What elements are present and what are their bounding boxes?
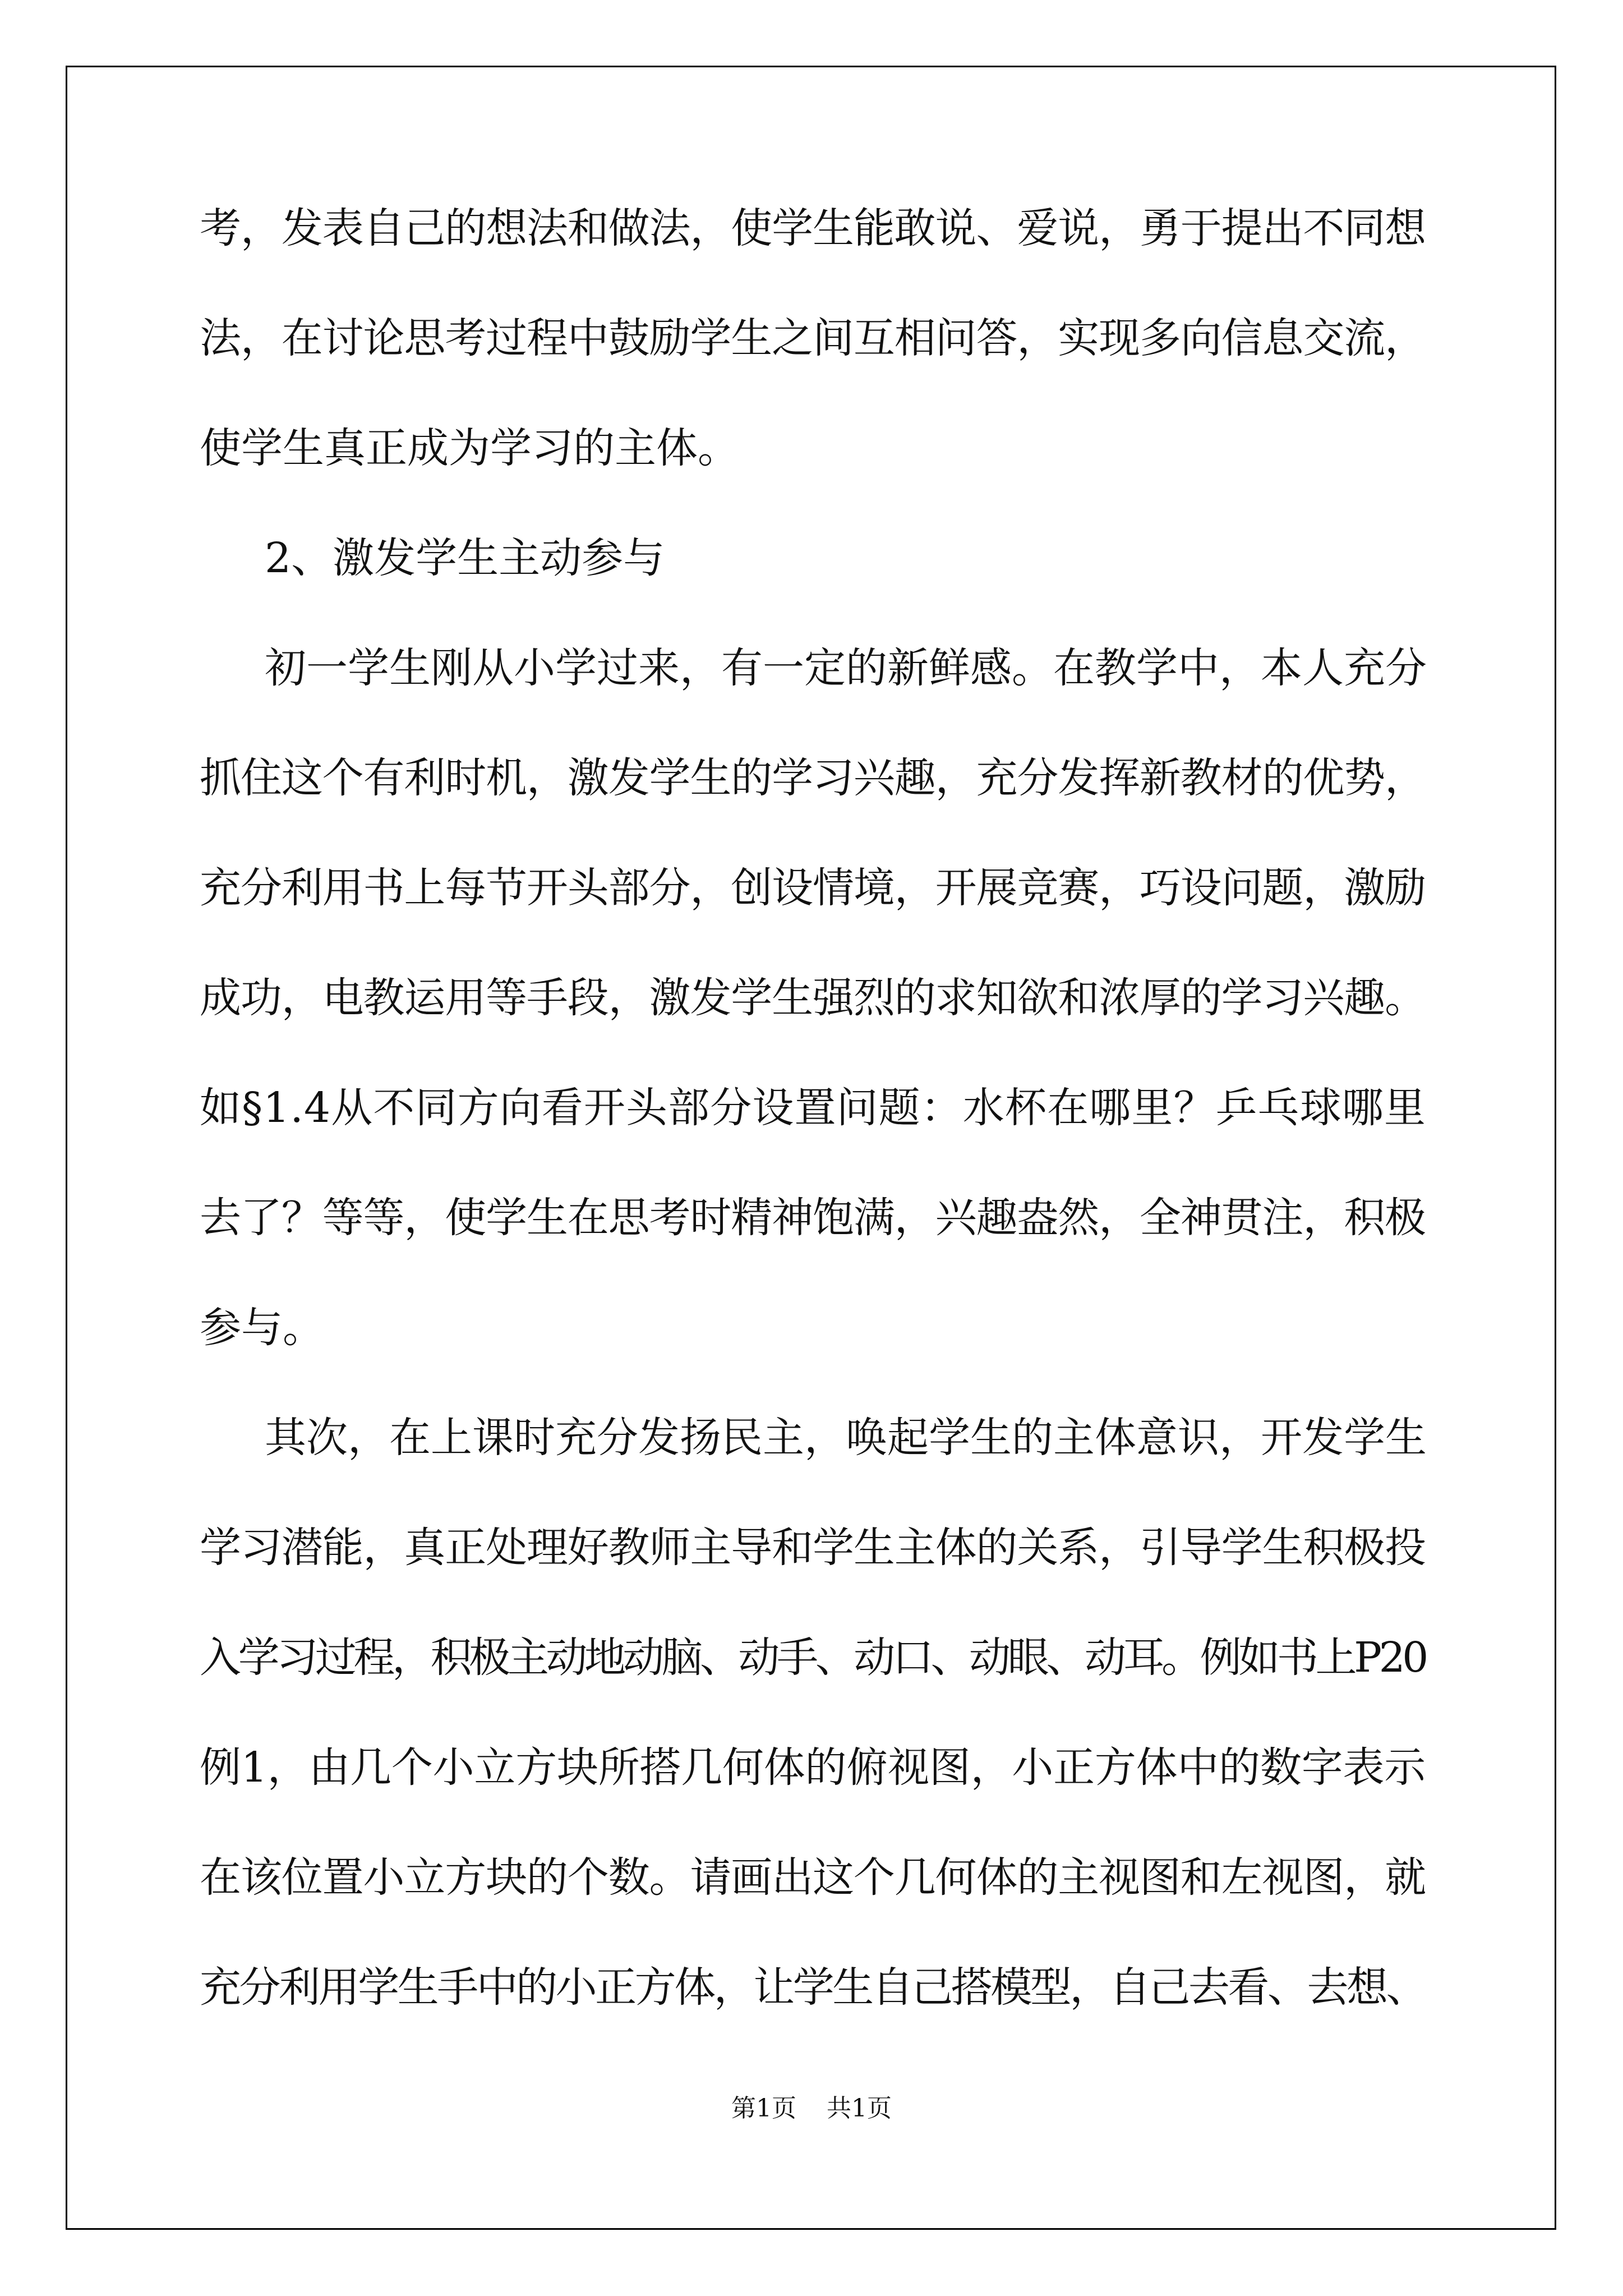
- text-line: 学习潜能，真正处理好教师主导和学生主体的关系，引导学生积极投: [200, 1524, 1426, 1572]
- page-footer: [0, 2088, 1623, 2124]
- text-line: 2、激发学生主动参与: [265, 534, 665, 582]
- text-line: 去了？等等，使学生在思考时精神饱满，兴趣盎然，全神贯注，积极: [200, 1194, 1426, 1242]
- text-line: 在该位置小立方块的个数。请画出这个几何体的主视图和左视图，就: [200, 1853, 1426, 1902]
- text-line: 法，在讨论思考过程中鼓励学生之间互相问答，实现多向信息交流，: [200, 314, 1426, 362]
- text-line: 入学习过程，积极主动地动脑、动手、动口、动眼、动耳。例如书上P20: [200, 1634, 1426, 1682]
- text-line: 充分利用书上每节开头部分，创设情境，开展竞赛，巧设问题，激励: [200, 864, 1426, 912]
- text-line: 例1，由几个小立方块所搭几何体的俯视图，小正方体中的数字表示: [200, 1743, 1426, 1792]
- text-line: 如§1.4从不同方向看开头部分设置问题：水杯在哪里？乒乓球哪里: [200, 1084, 1427, 1132]
- page-number: 第1页: [731, 2094, 796, 2123]
- text-line: 初一学生刚从小学过来，有一定的新鲜感。在教学中，本人充分: [265, 644, 1427, 692]
- text-line: 考，发表自己的想法和做法，使学生能敢说、爱说，勇于提出不同想: [200, 204, 1426, 252]
- page-border: [66, 66, 1556, 2230]
- text-line: 成功，电教运用等手段，激发学生强烈的求知欲和浓厚的学习兴趣。: [200, 974, 1426, 1022]
- text-line: 其次，在上课时充分发扬民主，唤起学生的主体意识，开发学生: [265, 1414, 1427, 1462]
- text-line: 参与。: [200, 1304, 324, 1352]
- text-line: 使学生真正成为学习的主体。: [200, 424, 739, 472]
- text-line: 充分利用学生手中的小正方体，让学生自己搭模型，自己去看、去想、: [200, 1963, 1426, 2012]
- text-line: 抓住这个有利时机，激发学生的学习兴趣，充分发挥新教材的优势，: [200, 754, 1426, 802]
- page-total: 共1页: [827, 2094, 892, 2123]
